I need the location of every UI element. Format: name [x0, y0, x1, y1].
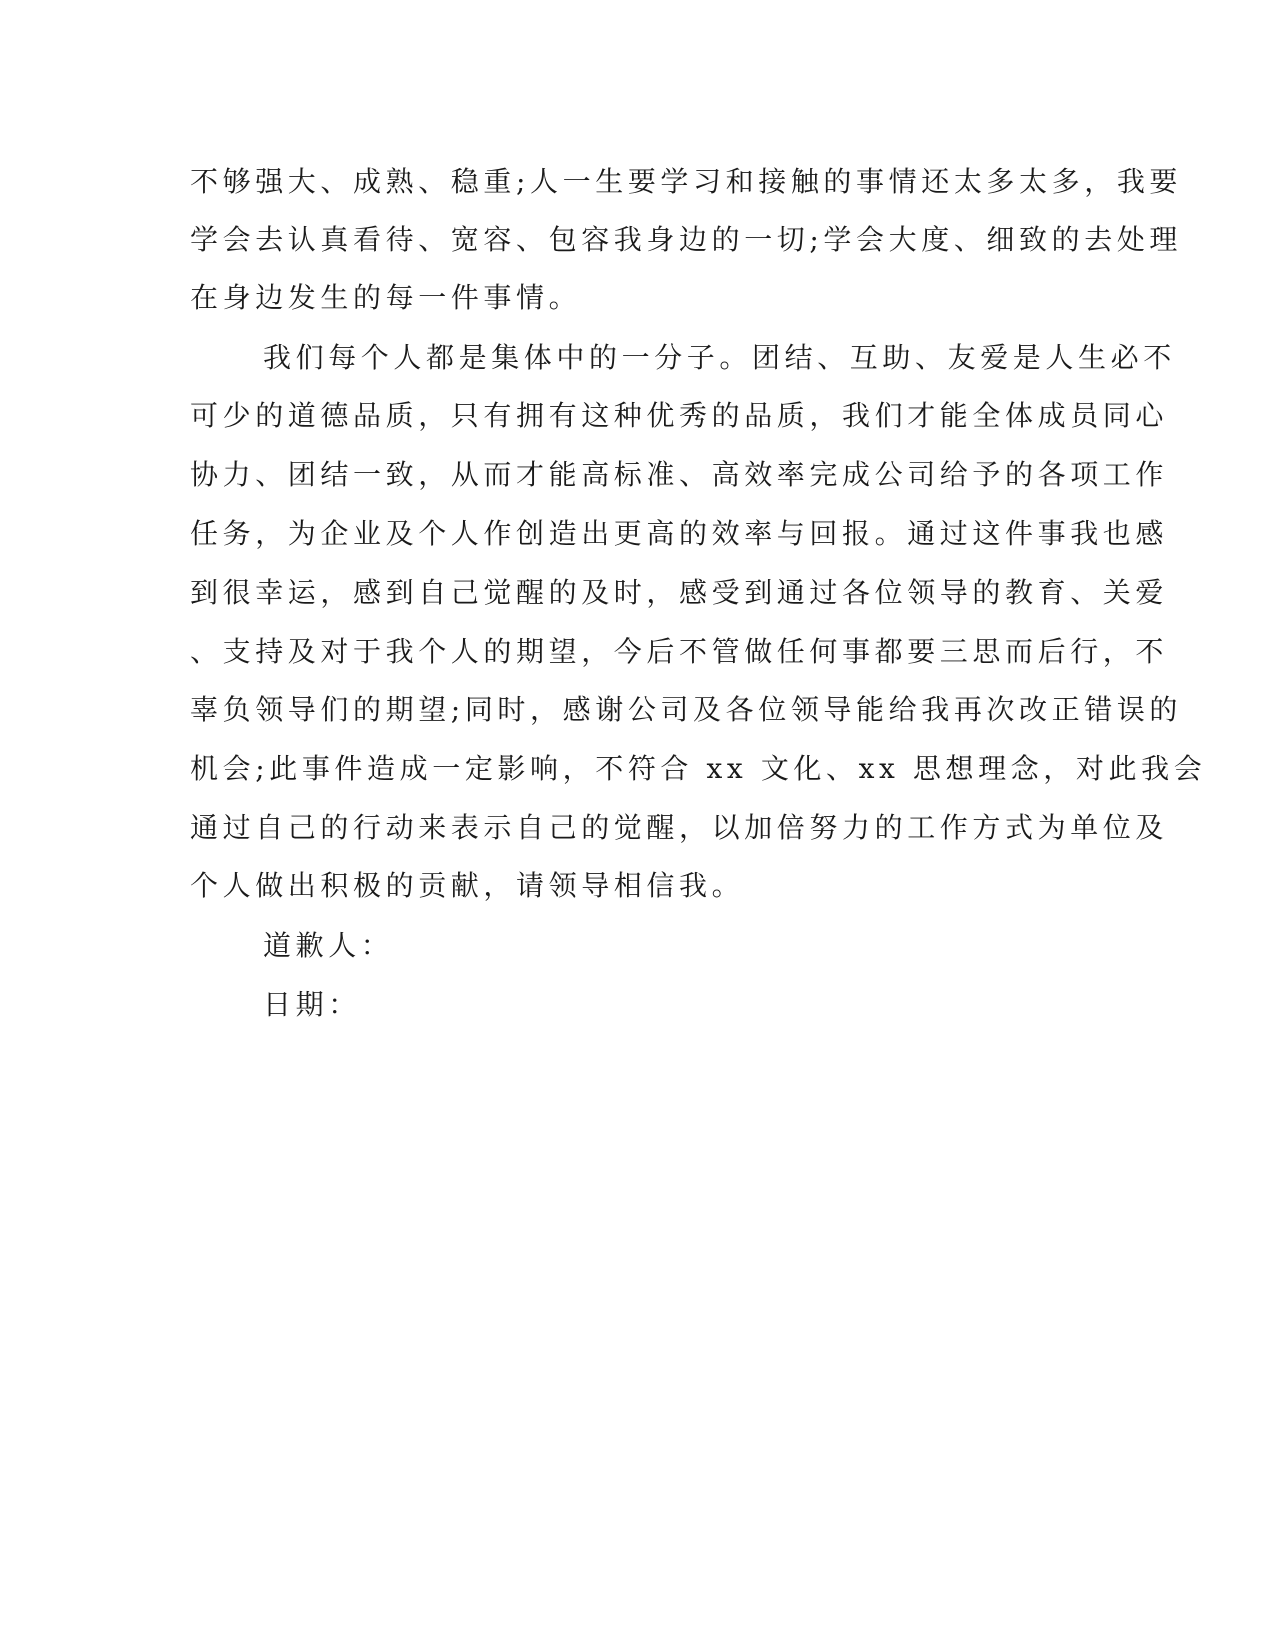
- paragraph-line: 协力、团结一致，从而才能高标准、高效率完成公司给予的各项工作: [190, 458, 1169, 491]
- paragraph-line: 辜负领导们的期望;同时，感谢公司及各位领导能给我再次改正错误的: [190, 693, 1183, 726]
- paragraph-line: 可少的道德品质，只有拥有这种优秀的品质，我们才能全体成员同心: [190, 399, 1169, 432]
- paragraph-line: 通过自己的行动来表示自己的觉醒，以加倍努力的工作方式为单位及: [190, 811, 1169, 844]
- paragraph-line: 到很幸运，感到自己觉醒的及时，感受到通过各位领导的教育、关爱: [190, 576, 1169, 609]
- paragraph-line: 不够强大、成熟、稳重;人一生要学习和接触的事情还太多太多，我要: [190, 165, 1183, 198]
- paragraph-line: 在身边发生的每一件事情。: [190, 281, 582, 314]
- paragraph-line: 个人做出积极的贡献，请领导相信我。: [190, 869, 745, 902]
- apologizer-label: 道歉人：: [263, 929, 394, 962]
- paragraph-line: 、支持及对于我个人的期望，今后不管做任何事都要三思而后行，不: [190, 635, 1169, 668]
- paragraph-line: 任务，为企业及个人作创造出更高的效率与回报。通过这件事我也感: [190, 517, 1169, 550]
- paragraph-line: 学会去认真看待、宽容、包容我身边的一切;学会大度、细致的去处理: [190, 223, 1183, 256]
- date-label: 日期：: [263, 988, 361, 1021]
- paragraph-line: 我们每个人都是集体中的一分子。团结、互助、友爱是人生必不: [263, 341, 1176, 374]
- paragraph-line: 机会;此事件造成一定影响，不符合 xx 文化、xx 思想理念，对此我会: [190, 752, 1207, 785]
